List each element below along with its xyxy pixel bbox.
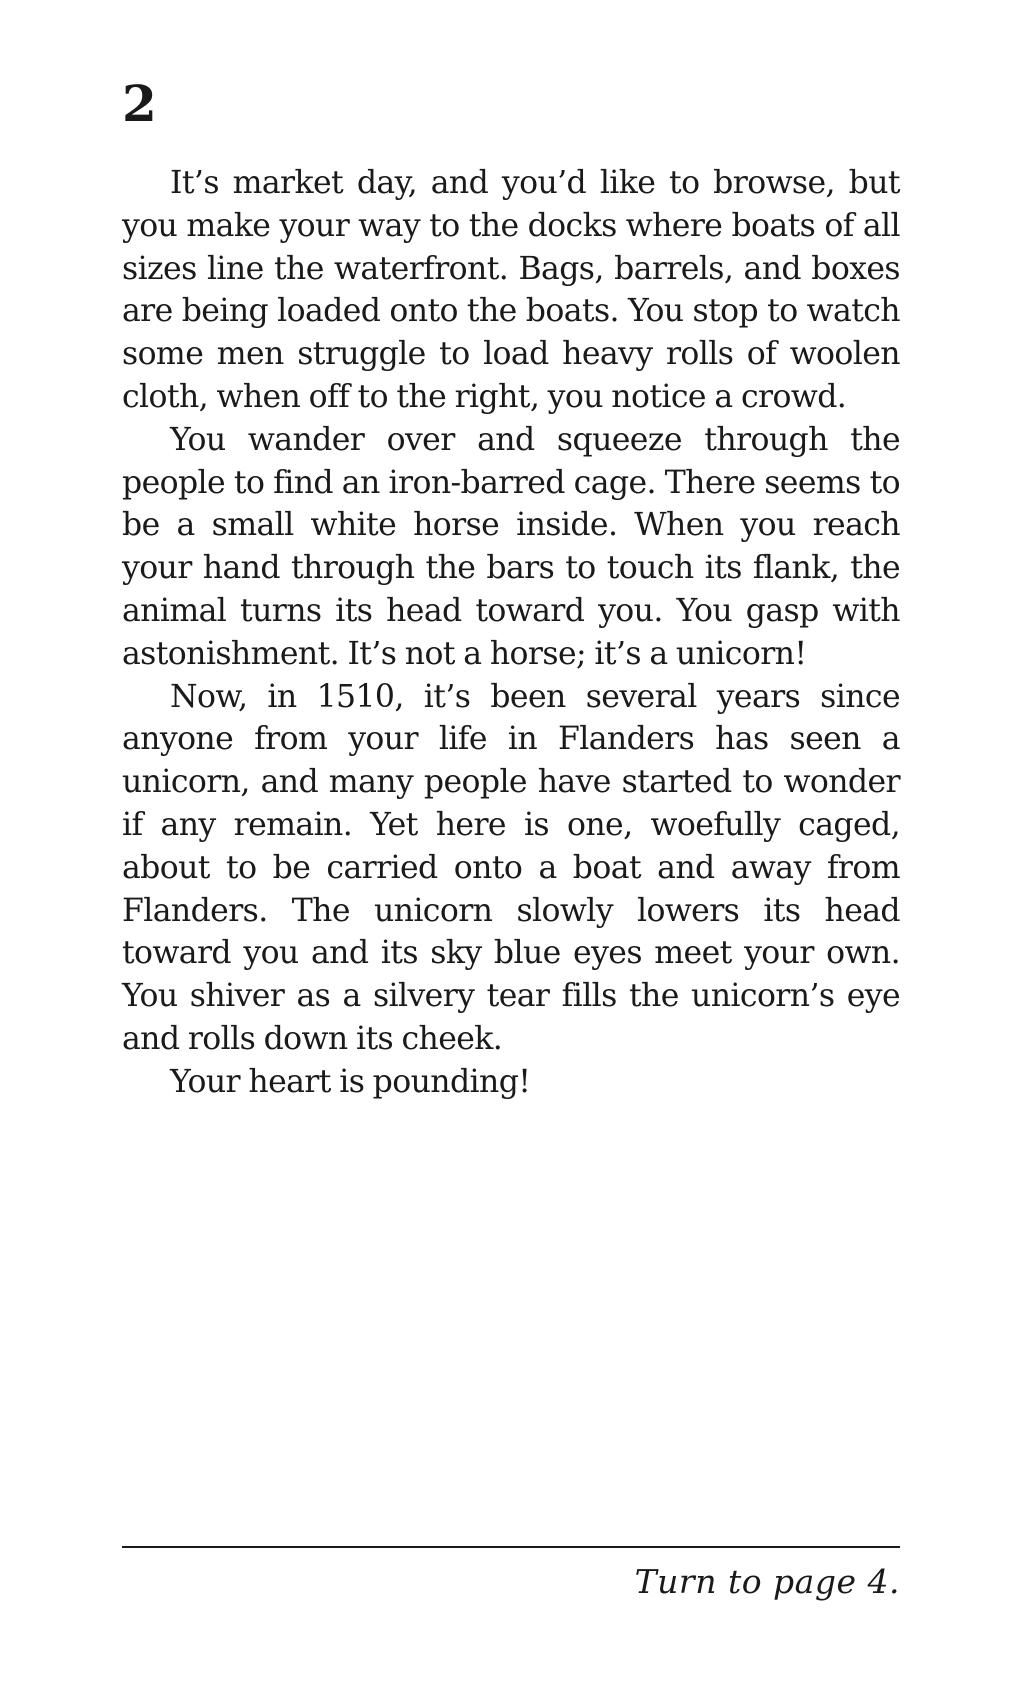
story-paragraph: Now, in 1510, it’s been several years since anyone from your life in Flanders has seen a unicorn, and many people have started to wonder if any remain. Yet here is one, woefully caged, about to be carried onto a boat and away from Flanders. The unicorn slowly lowers its head toward you and its sky blue eyes meet your own. You shiver as a silvery tear fills the unicorn’s eye and rolls down its cheek. bbox=[122, 678, 900, 1057]
story-text bbox=[122, 162, 900, 1104]
story-paragraph: You wander over and squeeze through the people to find an iron-barred cage. There seems to be a small white horse inside. When you reach your hand through the bars to touch its flank, the animal turns its head toward you. You gasp with astonishment. It’s not a horse; it’s a unicorn! bbox=[122, 421, 900, 672]
footer-divider bbox=[122, 1546, 900, 1548]
story-paragraph: Your heart is pounding! bbox=[170, 1063, 531, 1100]
turn-to-page-instruction: Turn to page 4. bbox=[634, 1562, 900, 1601]
page-number: 2 bbox=[122, 74, 157, 133]
story-paragraph: It’s market day, and you’d like to browse, but you make your way to the docks where boats of all sizes line the waterfront. Bags, barrels, and boxes are being loaded onto the boats. You stop to watch some men struggle to load heavy rolls of woolen cloth, when off to the right, you notice a crowd. bbox=[122, 165, 900, 415]
